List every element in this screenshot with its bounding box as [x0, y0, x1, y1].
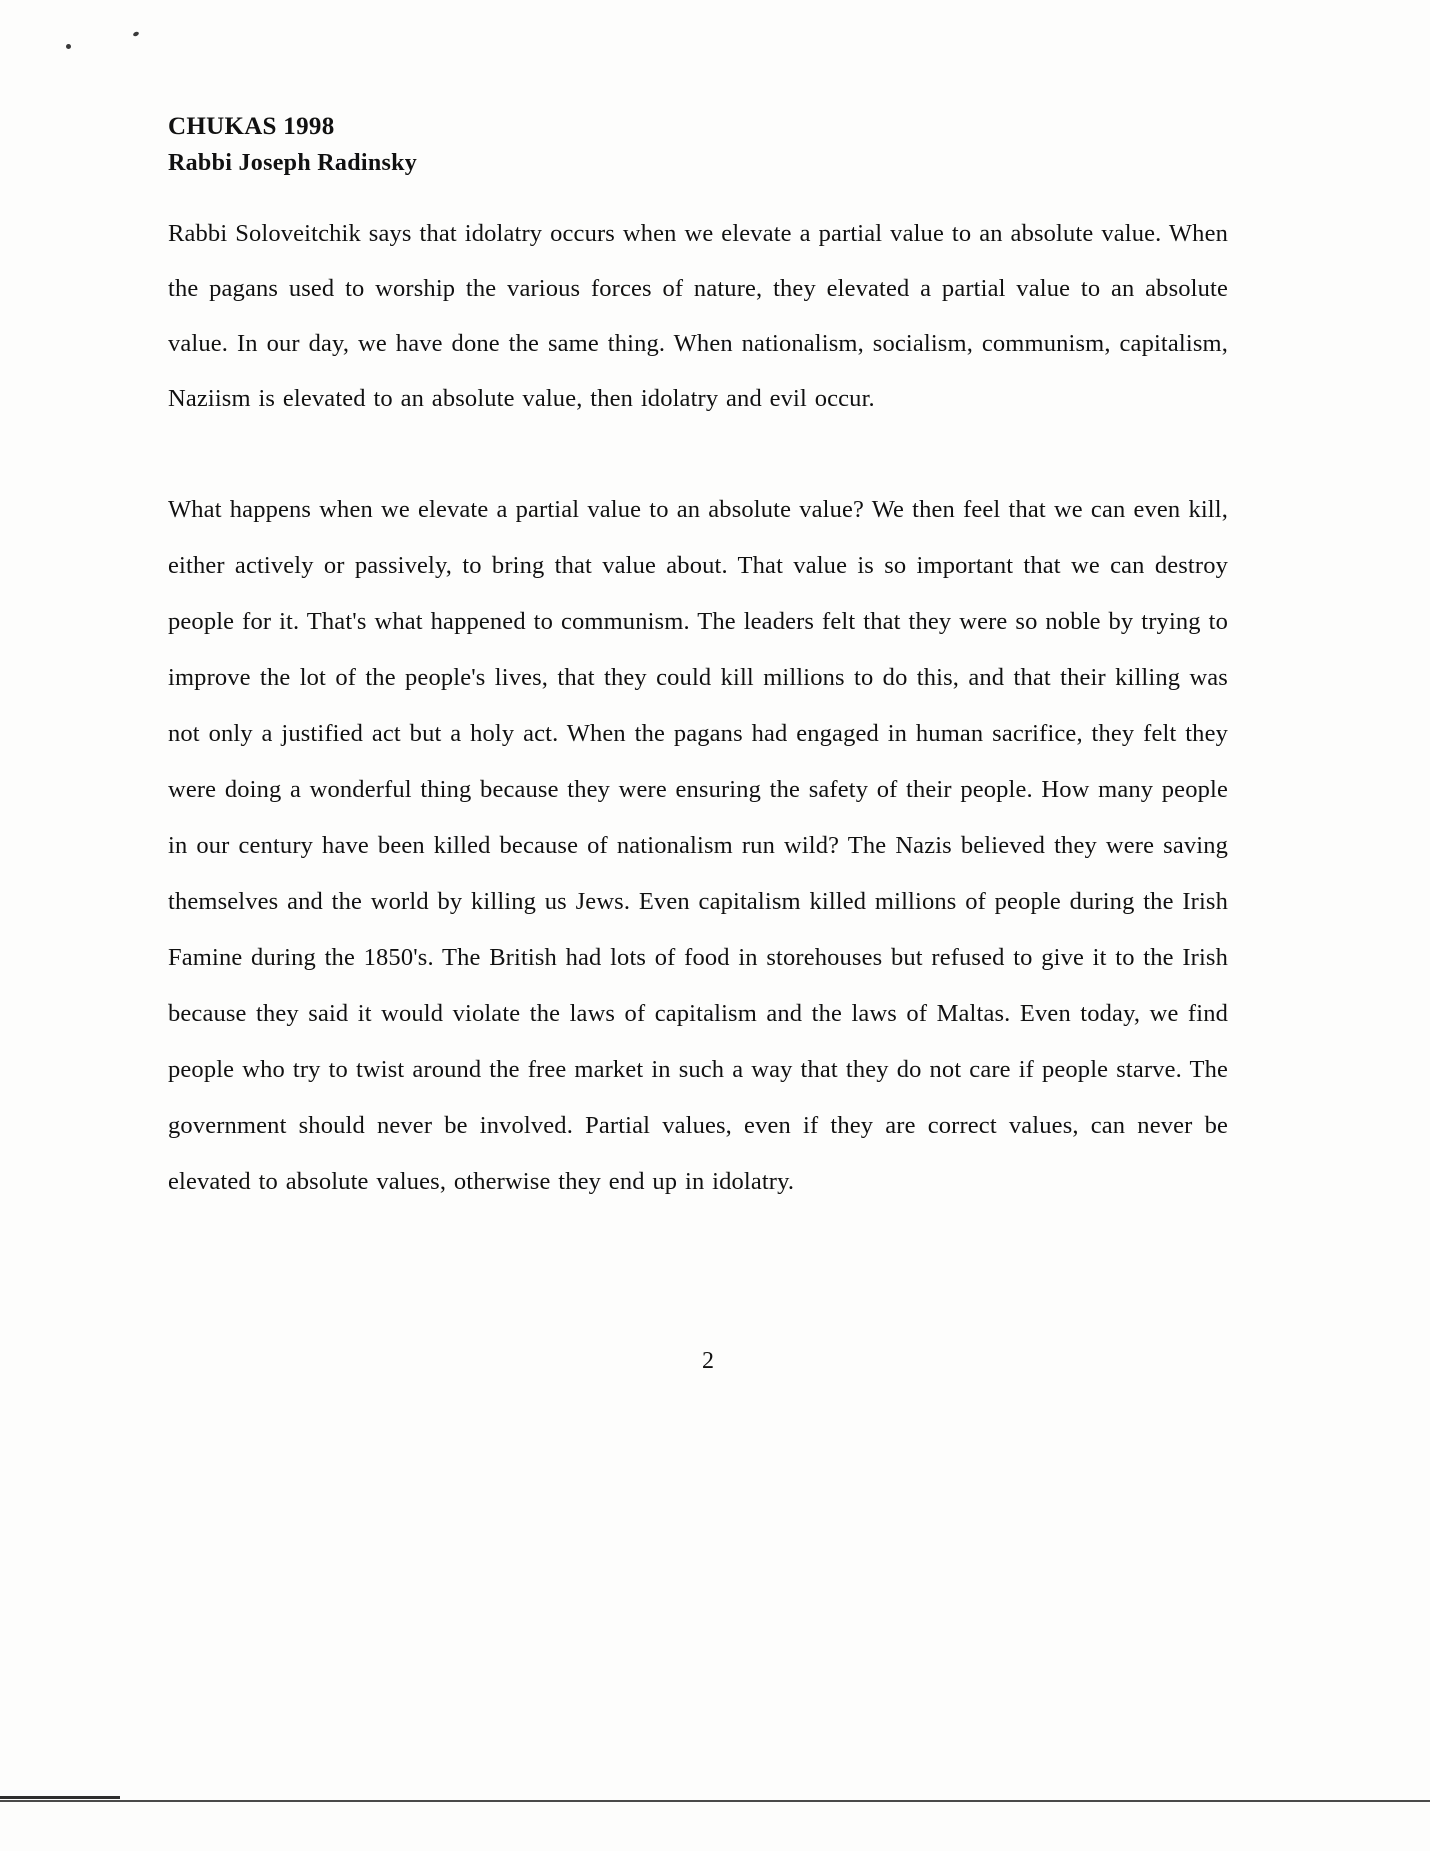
paragraph-2: What happens when we elevate a partial value to an absolute value? We then feel that we can even kill, either actively or passively, to bring that value about. That value is so important that we can destroy people for it. That's what happened to communism. The leaders felt that they were so noble by trying to improve the lot of the people's lives, that they could kill millions to do this, and that their killing was not only a justified act but a holy act. When the pagans had engaged in human sacrifice, they felt they were doing a wonderful thing because they were ensuring the safety of their people. How many people in our century have been killed because of nationalism run wild? The Nazis believed they were saving themselves and the world by killing us Jews. Even capitalism killed millions of people during the Irish Famine during the 1850's. The British had lots of food in storehouses but refused to give it to the Irish because they said it would violate the laws of capitalism and the laws of Maltas. Even today, we find people who try to twist around the free market in such a way that they do not care if people starve. The government should never be involved. Partial values, even if they are correct values, can never be elevated to absolute values, otherwise they end up in idolatry.: [168, 496, 1228, 1195]
page-number: 2: [702, 1348, 714, 1374]
page-bottom-rule-accent: [0, 1796, 120, 1799]
page-title: CHUKAS 1998: [168, 113, 335, 140]
scan-speck-icon: [132, 31, 139, 37]
document-body: [168, 110, 1248, 1374]
paragraph-1: Rabbi Soloveitchik says that idolatry occurs when we elevate a partial value to an absolute value. When the pagans used to worship the various forces of nature, they elevated a partial value to an absolute value. In our day, we have done the same thing. When nationalism, socialism, communism, capitalism, Naziism is elevated to an absolute value, then idolatry and evil occur.: [168, 220, 1228, 412]
scan-speck-icon: [66, 44, 71, 49]
page-bottom-rule: [0, 1800, 1430, 1802]
author-name: Rabbi Joseph Radinsky: [168, 150, 418, 176]
paragraph-spacer: [168, 426, 1248, 482]
